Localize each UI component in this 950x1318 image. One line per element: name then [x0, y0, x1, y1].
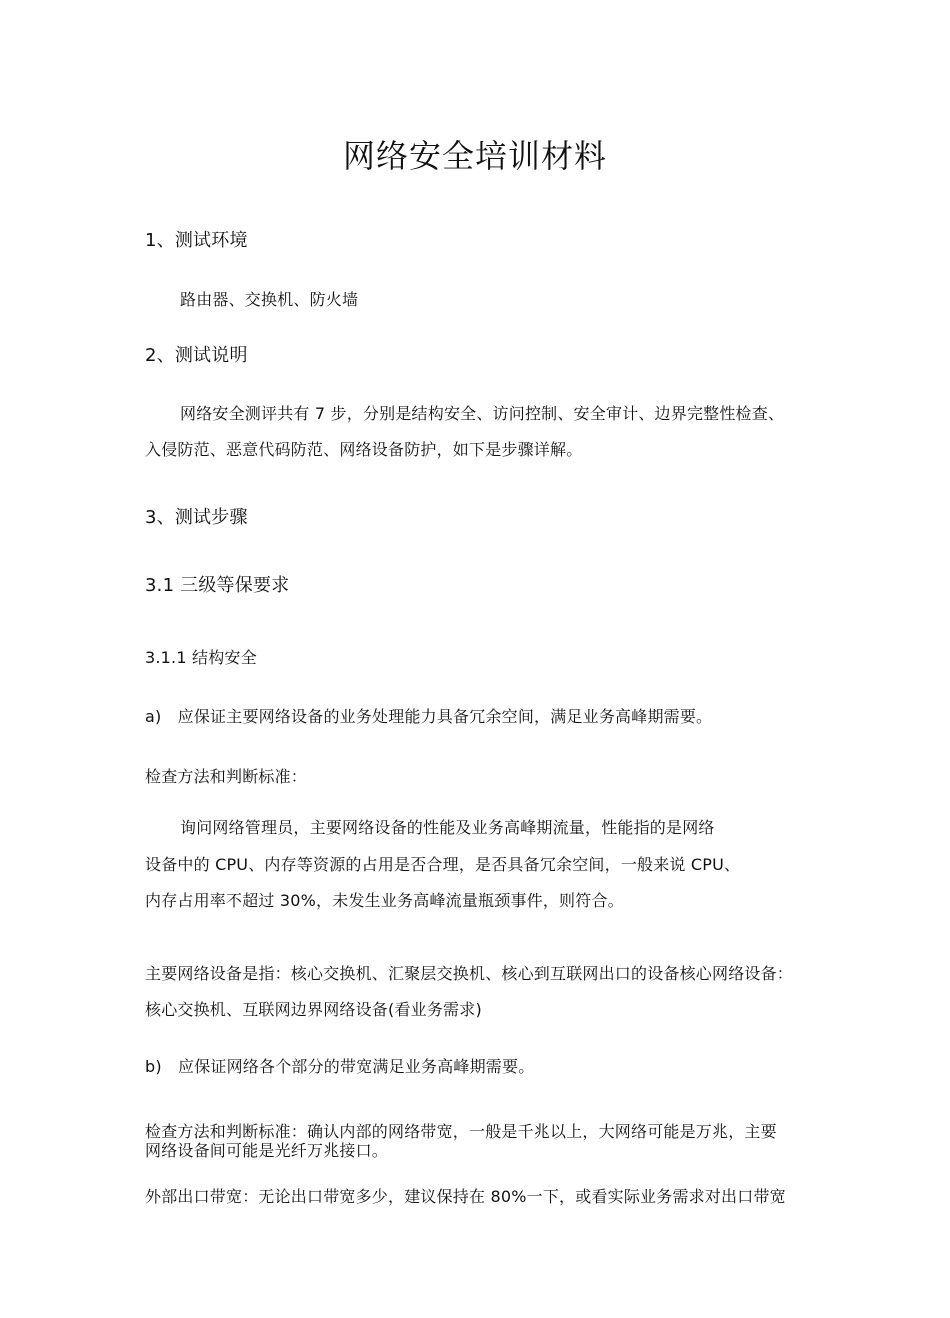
paragraph-4-line-1: 外部出口带宽：无论出口带宽多少，建议保持在 80%一下，或看实际业务需求对出口带宽	[145, 1187, 786, 1206]
section-1-body: 路由器、交换机、防火墙	[180, 290, 359, 309]
paragraph-3-line-1: 检查方法和判断标准：确认内部的网络带宽，一般是千兆以上，大网络可能是万兆，主要	[145, 1122, 777, 1141]
section-2-body-line-1: 网络安全测评共有 7 步，分别是结构安全、访问控制、安全审计、边界完整性检查、	[180, 404, 785, 423]
section-2-heading: 2、测试说明	[145, 345, 248, 366]
document-title: 网络安全培训材料	[342, 137, 607, 175]
paragraph-2-line-1: 主要网络设备是指：核心交换机、汇聚层交换机、核心到互联网出口的设备核心网络设备：	[145, 964, 794, 983]
check-method-label: 检查方法和判断标准：	[145, 767, 308, 786]
requirement-item-a: a) 应保证主要网络设备的业务处理能力具备冗余空间，满足业务高峰期需要。	[145, 707, 713, 726]
paragraph-3-line-2: 网络设备间可能是光纤万兆接口。	[145, 1141, 389, 1160]
section-3-heading: 3、测试步骤	[145, 507, 248, 528]
paragraph-2-line-2: 核心交换机、互联网边界网络设备(看业务需求)	[145, 1000, 482, 1019]
section-1-heading: 1、测试环境	[145, 230, 248, 251]
paragraph-1-line-2: 设备中的 CPU、内存等资源的占用是否合理，是否具备冗余空间，一般来说 CPU、	[145, 855, 741, 874]
requirement-item-b: b) 应保证网络各个部分的带宽满足业务高峰期需要。	[145, 1057, 535, 1076]
subsection-3-1-heading: 3.1 三级等保要求	[145, 575, 290, 596]
paragraph-1-line-3: 内存占用率不超过 30%，未发生业务高峰流量瓶颈事件，则符合。	[145, 891, 624, 910]
paragraph-1-line-1: 询问网络管理员，主要网络设备的性能及业务高峰期流量，性能指的是网络	[180, 818, 715, 837]
section-2-body-line-2: 入侵防范、恶意代码防范、网络设备防护，如下是步骤详解。	[145, 440, 583, 459]
subsection-3-1-1-heading: 3.1.1 结构安全	[145, 648, 257, 667]
